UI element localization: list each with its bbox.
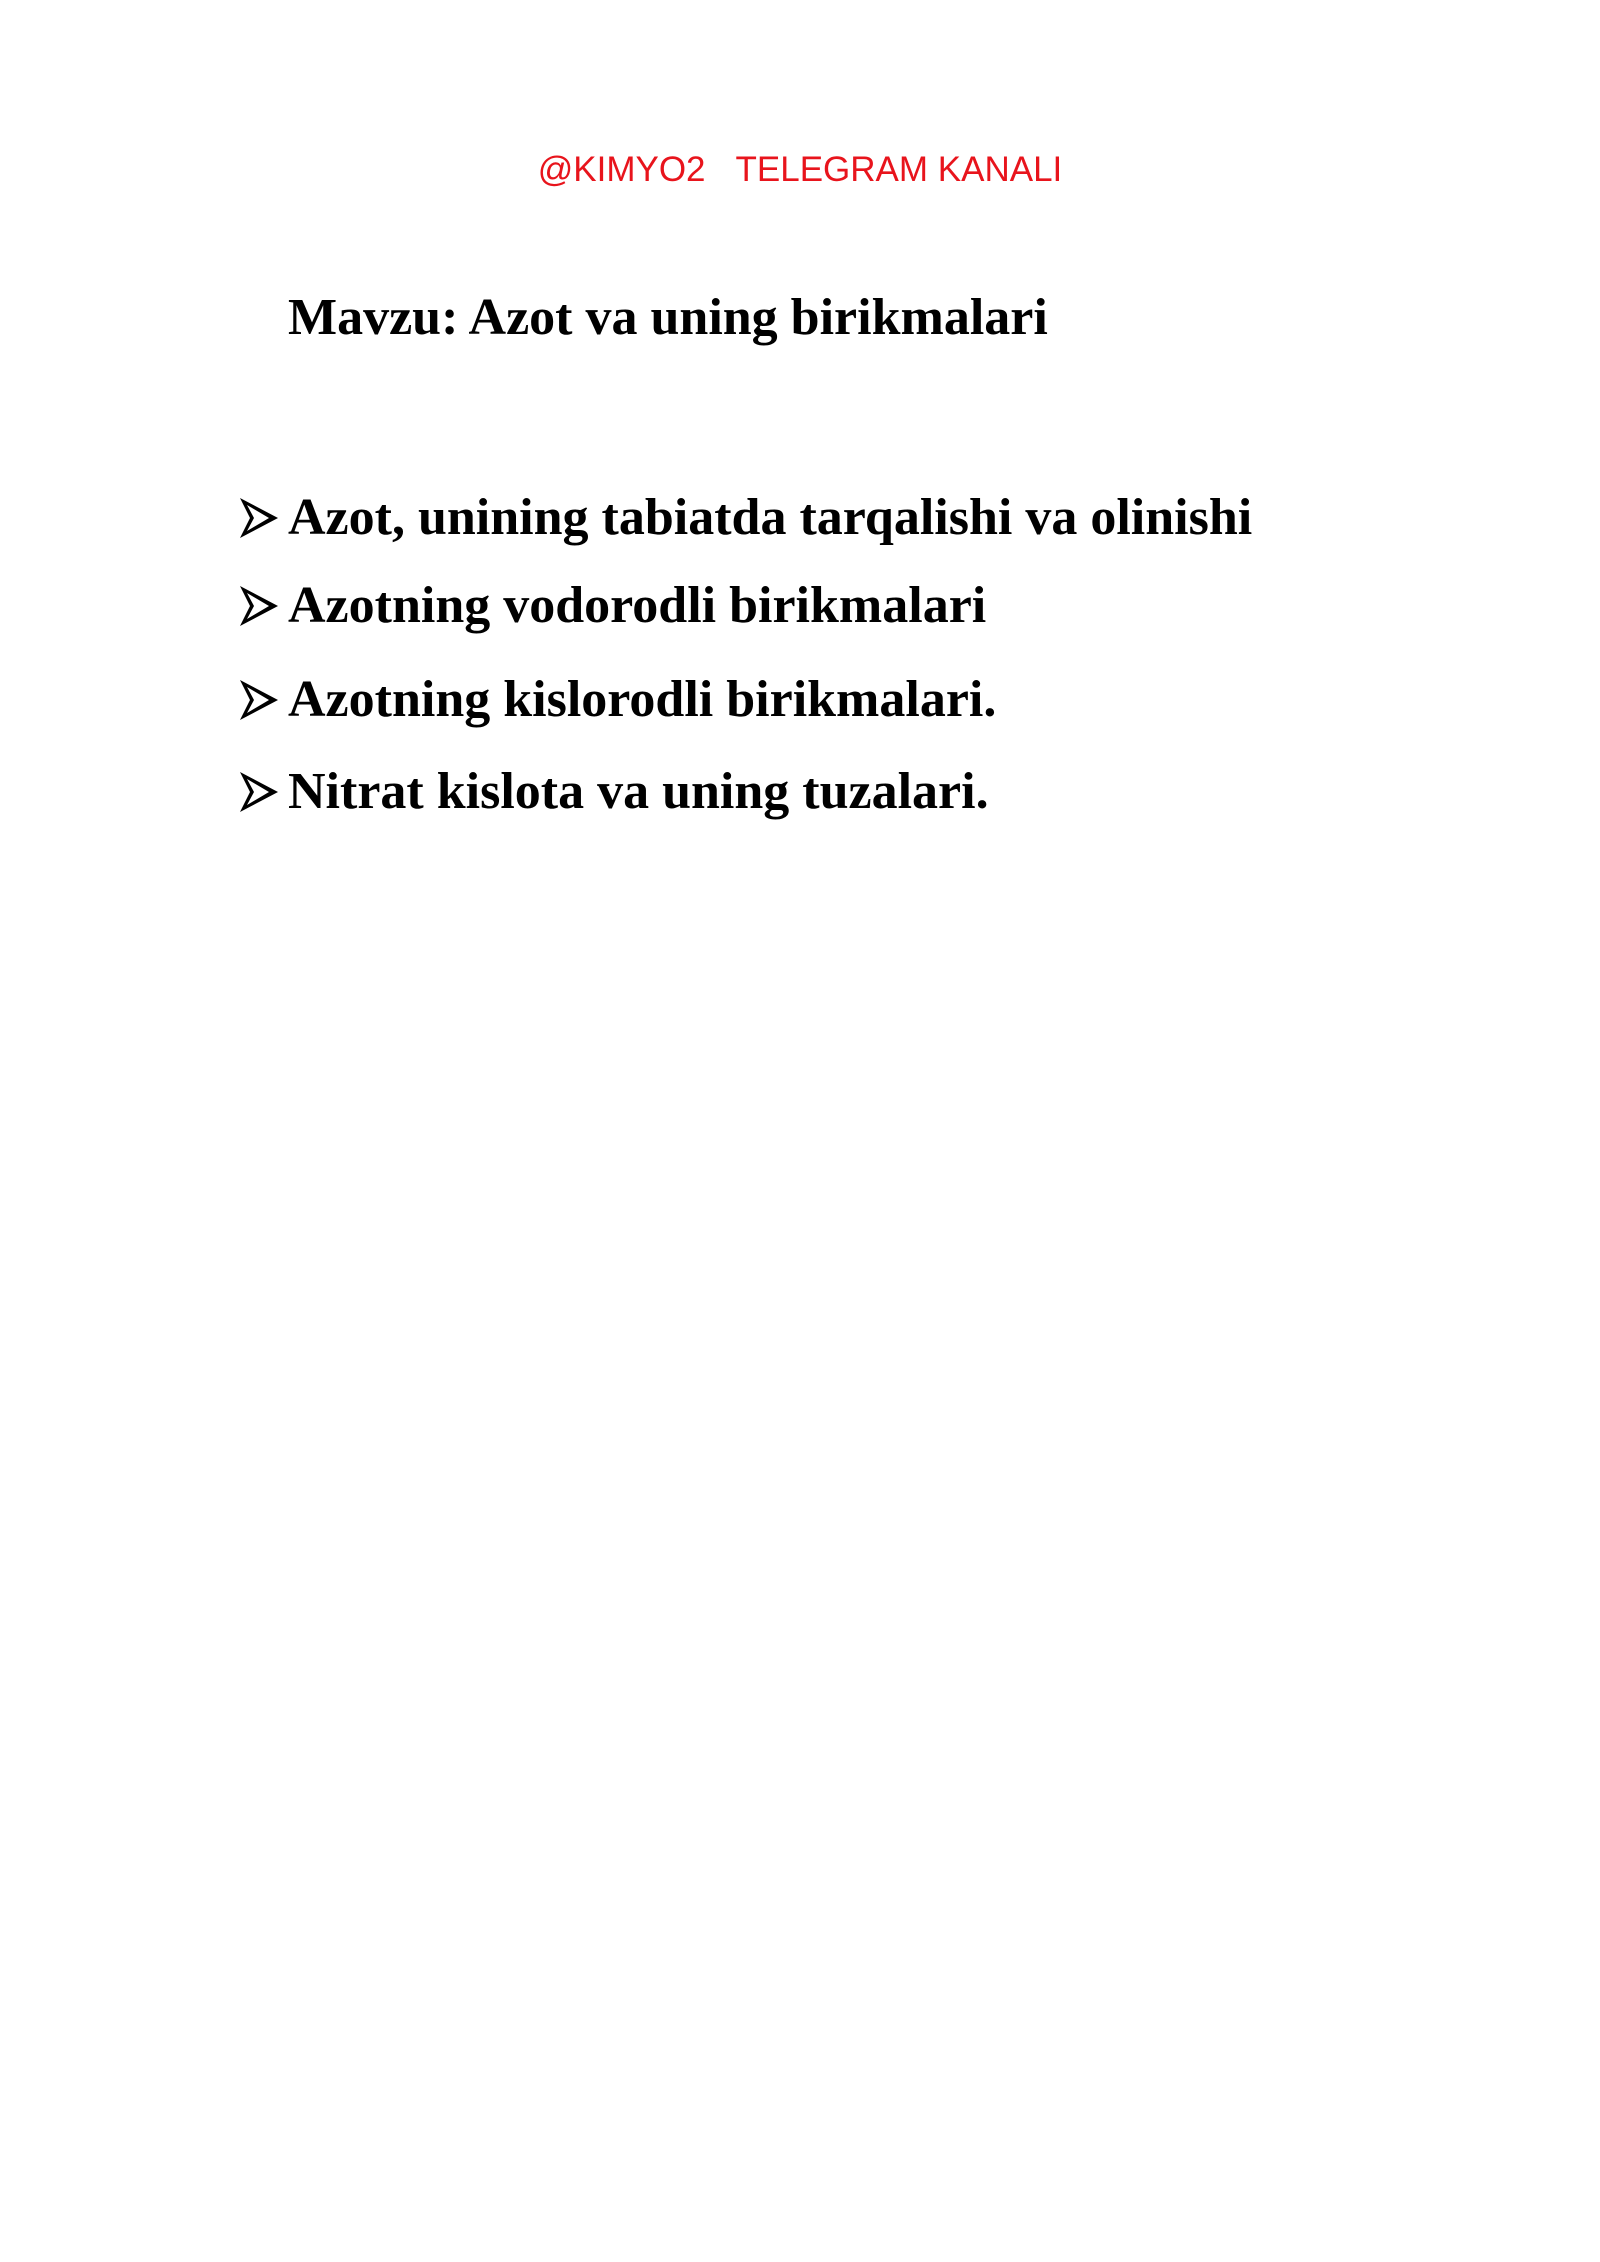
list-item — [238, 576, 986, 635]
list-item — [238, 670, 996, 729]
channel-name: TELEGRAM KANALI — [735, 150, 1063, 189]
arrowhead-bullet-icon — [238, 769, 280, 815]
topic-label: Azotning vodorodli birikmalari — [288, 577, 987, 634]
page-title: Mavzu: Azot va uning birikmalari — [288, 289, 1048, 346]
list-item — [238, 762, 989, 821]
topic-label: Azot, unining tabiatda tarqalishi va olinishi — [288, 489, 1253, 546]
topic-label: Azotning kislorodli birikmalari. — [288, 671, 997, 728]
arrowhead-bullet-icon — [238, 583, 280, 629]
channel-header — [0, 150, 1600, 190]
topic-label: Nitrat kislota va uning tuzalari. — [288, 763, 989, 820]
arrowhead-bullet-icon — [238, 495, 280, 541]
list-item — [238, 488, 1252, 547]
channel-handle: @KIMYO2 — [537, 150, 706, 189]
arrowhead-bullet-icon — [238, 677, 280, 723]
